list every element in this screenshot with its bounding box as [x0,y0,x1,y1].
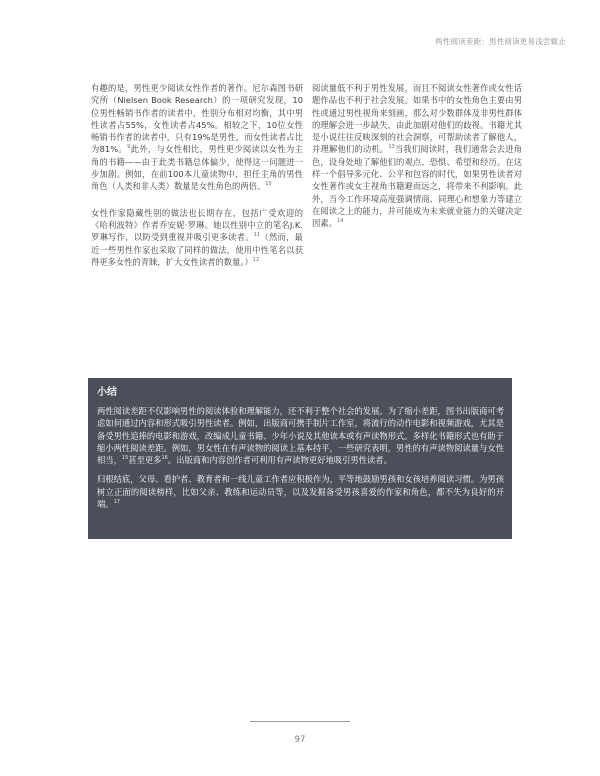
right-column [312,82,522,244]
paragraph [91,207,303,268]
summary-text: 甚至更多 [128,455,162,466]
footnote-ref[interactable]: 16 [161,455,168,462]
paragraph-text: 此外，与女性相比，男性更少阅读以女性为主角的书籍——由于此类书籍总体偏少，使得这一问题进一步加剧。例如，在前100本儿童读物中，担任主角的男性角色（人类和非人类）数量是女性角色的两倍。 [91,144,303,192]
paragraph-text: 当我们阅读时，我们通常会去进角色，设身处地了解他们的观点、恐惧、希望和经历。在这样一个倡导多元化、公平和包容的时代，如果男性读者对女性著作或女主视角书籍避而远之，将带来不利影响。此外，当今工作环境高度强调情商、同理心和想象力等建立在阅读之上的能力，并可能成为未来就业能力的关键决定因素。 [312,144,522,229]
footnote-ref[interactable]: 14 [336,218,344,225]
paragraph-text: 女性作家隐藏性别的做法也长期存在，包括广受欢迎的《哈利波特》作者乔安妮·罗琳。她以性别中立的笔名J.K.罗琳写作，以防受到重视并吸引更多读者。 [91,207,303,243]
summary-text: 。出版商和内容创作者可利用有声读物更好地吸引男性读者。 [167,455,392,466]
running-header: 两性阅读差距：男性阅读更易浅尝辄止 [435,37,566,46]
footnote-ref[interactable]: 17 [113,499,120,506]
footnote-ref[interactable]: 9 [127,144,131,151]
paragraph-text: （然而，最近一些男性作家也采取了同样的做法，使用中性笔名以获得更多女性的青睐，扩大女性读者的数量。） [91,232,303,267]
summary-paragraph [97,473,504,510]
paragraph [91,82,303,193]
footnote-ref[interactable]: 10 [265,181,272,188]
summary-text: 归根结底，父母、看护者、教育者和一线儿童工作者应积极作为，平等地鼓励男孩和女孩培养阅读习惯。为男孩树立正面的阅读榜样，比如父亲、教练和运动员等，以及发掘备受男孩喜爱的作家和角色，都不失为良好的开端。 [97,474,504,510]
summary-paragraph [97,405,504,466]
footnote-ref[interactable]: 15 [121,455,129,462]
summary-title: 小结 [97,387,117,398]
footnote-ref[interactable]: 13 [388,144,395,151]
paragraph-text: 有趣的是，男性更少阅读女性作者的著作。尼尔森图书研究所（Nielsen Book Research）的一项研究发现，10位男性畅销书作者的读者中，性别分布相对均衡，其中男性读者占55%，女性读者占45%。相较之下，10位女性畅销书作者的读者中，只有19%是男性，而女性读者占比为81%。 [91,83,303,155]
page-number: 97 [294,735,306,745]
left-column [91,82,303,282]
footnote-ref[interactable]: 12 [252,257,260,264]
paragraph [312,82,522,230]
footer-divider [250,721,350,722]
paragraph-text: 阅读量低不利于男性发展，而且不阅读女性著作或女性话题作品也不利于社会发展。如果书中的女性角色主要由男性或通过男性视角来刻画，那么对少数群体及非男性群体的理解会进一步缺失，由此加剧对他们的歧视。书籍尤其是小说往往反映深刻的社会洞察，可帮助读者了解他人，并理解他们的动机。 [312,83,522,155]
summary-box [88,378,512,539]
summary-text: 两性阅读差距不仅影响男性的阅读体验和理解能力，还不利于整个社会的发展。为了缩小差距，图书出版商可考虑如何通过内容和形式吸引男性读者。例如，出版商可携手制片工作室，将流行的动作电影和视频游戏，尤其是备受男性追捧的电影和游戏，改编成儿童书籍、少年小说及其他读本或有声读物形式。多样化书籍形式也有助于缩小两性阅读差距。例如，男女性在有声读物的阅读上基本持平，一些研究表明，男性的有声读物阅读量与女性相当， [97,406,504,466]
footnote-ref[interactable]: 11 [253,232,261,239]
